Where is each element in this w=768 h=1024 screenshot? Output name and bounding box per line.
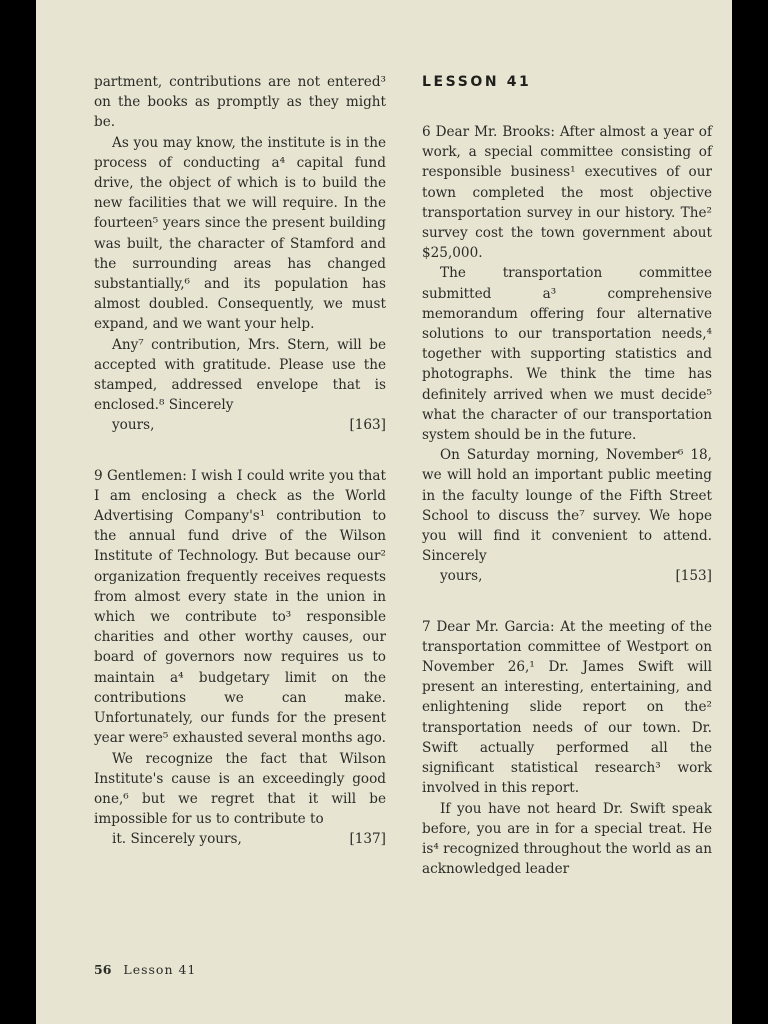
letter-9 bbox=[94, 466, 386, 850]
paragraph: 7 Dear Mr. Garcia: At the meeting of the transportation committee of Westport on November 26,¹ Dr. James Swift will present an interesting, entertaining, and enlightening slide report on the² transportation needs of our town. Dr. Swift actually performed all the significant statistical research³ work involved in this report. bbox=[422, 618, 712, 797]
paragraph: Any⁷ contribution, Mrs. Stern, will be accepted with gratitude. Please use the stamped, addressed envelope that is enclosed.⁸ Sincerely bbox=[94, 336, 386, 414]
page-number: 56 bbox=[94, 962, 112, 977]
paragraph: The transportation committee submitted a³ comprehensive memorandum offering four alternative solutions to our transportation needs,⁴ together with supporting statistics and photographs. We think the time has definitely arrived when we must decide⁵ what the character of our transportation system should be in the future. bbox=[422, 265, 712, 444]
footer-lesson-label: Lesson 41 bbox=[123, 962, 197, 977]
paragraph: We recognize the fact that Wilson Institute's cause is an exceedingly good one,⁶ but we regret that it will be impossible for us to contribute to bbox=[94, 750, 386, 828]
closing-text: yours, bbox=[112, 417, 155, 434]
paragraph: As you may know, the institute is in the process of conducting a⁴ capital fund drive, the object of which is to build the new facilities that we will require. In the fourteen⁵ years since the present building was built, the character of Stamford and the surrounding areas has changed substantially,⁶ and its population has almost doubled. Consequently, we must expand, and we want your help. bbox=[94, 134, 386, 333]
letter-6 bbox=[422, 122, 712, 587]
word-count: [153] bbox=[675, 568, 712, 585]
paragraph: 6 Dear Mr. Brooks: After almost a year of work, a special committee consisting of responsible business¹ executives of our town completed the most objective transportation survey in our history. The² survey cost the town government about $25,000. bbox=[422, 124, 712, 262]
lesson-heading: LESSON 41 bbox=[422, 74, 532, 90]
letter-7 bbox=[422, 617, 712, 880]
word-count: [163] bbox=[349, 417, 386, 434]
paragraph: partment, contributions are not entered³ on the books as promptly as they might be. bbox=[94, 74, 386, 131]
paragraph: On Saturday morning, November⁶ 18, we will hold an important public meeting in the faculty lounge of the Fifth Street School to discuss the⁷ survey. We hope you will find it convenient to attend. Sincerely bbox=[422, 447, 712, 565]
page-footer bbox=[94, 962, 196, 977]
book-page bbox=[36, 0, 732, 1024]
closing-line bbox=[422, 566, 712, 586]
word-count: [137] bbox=[349, 831, 386, 848]
closing-text: it. Sincerely yours, bbox=[112, 831, 242, 848]
letter-continuation bbox=[94, 72, 386, 436]
closing-line bbox=[94, 829, 386, 849]
right-column bbox=[422, 72, 712, 879]
left-column bbox=[94, 72, 386, 850]
closing-text: yours, bbox=[440, 568, 483, 585]
paragraph: If you have not heard Dr. Swift speak before, you are in for a special treat. He is⁴ recognized throughout the world as an acknowledged leader bbox=[422, 800, 712, 878]
closing-line bbox=[94, 415, 386, 435]
paragraph: 9 Gentlemen: I wish I could write you that I am enclosing a check as the World Advertising Company's¹ contribution to the annual fund drive of the Wilson Institute of Technology. But because our² organization frequently receives requests from almost every state in the union in which we contribute to³ responsible charities and other worthy causes, our board of governors now requires us to maintain a⁴ budgetary limit on the contributions we can make. Unfortunately, our funds for the present year were⁵ exhausted several months ago. bbox=[94, 467, 386, 747]
